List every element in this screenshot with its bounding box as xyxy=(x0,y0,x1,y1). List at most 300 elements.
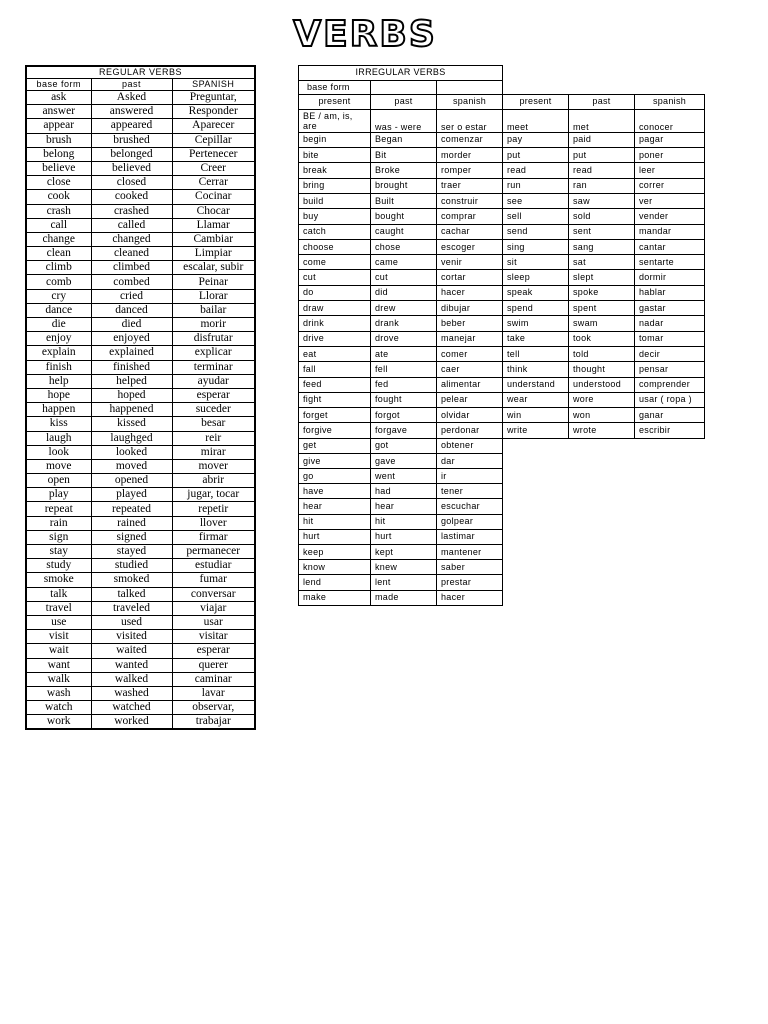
table-row xyxy=(299,109,705,132)
header-past: past xyxy=(91,79,172,91)
cell-past: hurt xyxy=(371,529,437,544)
cell-spanish: morder xyxy=(437,148,503,163)
cell-base-form: appear xyxy=(26,119,91,133)
cell-spanish: gastar xyxy=(635,301,705,316)
cell-present: read xyxy=(503,163,569,178)
cell-present: have xyxy=(299,484,371,499)
table-row xyxy=(26,644,255,658)
cell-past: walked xyxy=(91,672,172,686)
table-row xyxy=(26,261,255,275)
table-row xyxy=(26,147,255,161)
cell-spanish: Peinar xyxy=(172,275,255,289)
cell-present: choose xyxy=(299,239,371,254)
cell-past: drew xyxy=(371,301,437,316)
table-row xyxy=(299,316,705,331)
cell-present-line1: BE / am, is, xyxy=(303,110,353,121)
cell-past: drove xyxy=(371,331,437,346)
cell-spanish: romper xyxy=(437,163,503,178)
cell-past: repeated xyxy=(91,502,172,516)
cell-spanish: ser o estar xyxy=(437,109,503,132)
cell-spanish: ir xyxy=(437,469,503,484)
cell-past: opened xyxy=(91,474,172,488)
cell-spanish: prestar xyxy=(437,575,503,590)
cell-past: looked xyxy=(91,445,172,459)
cell-past: saw xyxy=(569,193,635,208)
table-row xyxy=(26,658,255,672)
cell-spanish: Cepillar xyxy=(172,133,255,147)
cell-past: told xyxy=(569,346,635,361)
cell-spanish: traer xyxy=(437,178,503,193)
cell-past: combed xyxy=(91,275,172,289)
cell-past: enjoyed xyxy=(91,332,172,346)
cell-spanish: observar, xyxy=(172,701,255,715)
cell-spanish: Cocinar xyxy=(172,190,255,204)
cell-spanish: hablar xyxy=(635,285,705,300)
cell-base-form: visit xyxy=(26,630,91,644)
cell-past: signed xyxy=(91,530,172,544)
cell-present: cut xyxy=(299,270,371,285)
cell-past: crashed xyxy=(91,204,172,218)
cell-spanish: usar ( ropa ) xyxy=(635,392,705,407)
table-row xyxy=(26,275,255,289)
cell-past: explained xyxy=(91,346,172,360)
table-row xyxy=(299,469,705,484)
table-row xyxy=(26,91,255,105)
cell-base-form: believe xyxy=(26,161,91,175)
cell-present: run xyxy=(503,178,569,193)
cell-past: called xyxy=(91,218,172,232)
cell-spanish: sentarte xyxy=(635,255,705,270)
cell-past: got xyxy=(371,438,437,453)
table-row xyxy=(26,218,255,232)
cell-base-form: comb xyxy=(26,275,91,289)
cell-spanish: venir xyxy=(437,255,503,270)
cell-past: closed xyxy=(91,176,172,190)
cell-spanish: golpear xyxy=(437,514,503,529)
cell-past: Asked xyxy=(91,91,172,105)
table-row xyxy=(299,255,705,270)
table-row xyxy=(299,392,705,407)
cell-present: bite xyxy=(299,148,371,163)
cell-present: speak xyxy=(503,285,569,300)
cell-spanish: escoger xyxy=(437,239,503,254)
cell-past: understood xyxy=(569,377,635,392)
table-row xyxy=(26,303,255,317)
table-row xyxy=(26,417,255,431)
cell-past: worked xyxy=(91,715,172,730)
cell-base-form: ask xyxy=(26,91,91,105)
cell-spanish: pensar xyxy=(635,362,705,377)
cell-spanish: comenzar xyxy=(437,132,503,147)
table-row xyxy=(26,190,255,204)
cell-present: write xyxy=(503,423,569,438)
cell-spanish: repetir xyxy=(172,502,255,516)
irregular-verbs-table xyxy=(298,65,705,606)
cell-base-form: cry xyxy=(26,289,91,303)
cell-past: forgave xyxy=(371,423,437,438)
cell-base-form: brush xyxy=(26,133,91,147)
cell-past: wore xyxy=(569,392,635,407)
cell-past: kept xyxy=(371,545,437,560)
cell-base-form: work xyxy=(26,715,91,730)
cell-present: swim xyxy=(503,316,569,331)
cell-spanish: visitar xyxy=(172,630,255,644)
table-row xyxy=(299,209,705,224)
table-row xyxy=(299,346,705,361)
table-row xyxy=(299,499,705,514)
cell-base-form: smoke xyxy=(26,573,91,587)
cell-base-form: walk xyxy=(26,672,91,686)
cell-past: took xyxy=(569,331,635,346)
cell-present: think xyxy=(503,362,569,377)
cell-present: see xyxy=(503,193,569,208)
cell-spanish: bailar xyxy=(172,303,255,317)
cell-present: take xyxy=(503,331,569,346)
cell-spanish: pagar xyxy=(635,132,705,147)
table-row xyxy=(299,331,705,346)
cell-present: feed xyxy=(299,377,371,392)
table-row xyxy=(299,148,705,163)
cell-past: Bit xyxy=(371,148,437,163)
cell-past: fed xyxy=(371,377,437,392)
cell-present: understand xyxy=(503,377,569,392)
cell-past: used xyxy=(91,615,172,629)
cell-past: moved xyxy=(91,459,172,473)
cell-past: belonged xyxy=(91,147,172,161)
cell-present: tell xyxy=(503,346,569,361)
cell-past: was - were xyxy=(371,109,437,132)
cell-present: put xyxy=(503,148,569,163)
cell-past: smoked xyxy=(91,573,172,587)
cell-spanish: leer xyxy=(635,163,705,178)
cell-past: spoke xyxy=(569,285,635,300)
cell-past: Built xyxy=(371,193,437,208)
cell-past: thought xyxy=(569,362,635,377)
table-row xyxy=(26,105,255,119)
cell-spanish: mandar xyxy=(635,224,705,239)
cell-spanish: cachar xyxy=(437,224,503,239)
header-spanish: SPANISH xyxy=(172,79,255,91)
cell-past: rained xyxy=(91,516,172,530)
cell-past: put xyxy=(569,148,635,163)
cell-past: came xyxy=(371,255,437,270)
cell-past: studied xyxy=(91,559,172,573)
cell-present: begin xyxy=(299,132,371,147)
cell-past: helped xyxy=(91,374,172,388)
cell-past: hoped xyxy=(91,388,172,402)
table-row xyxy=(26,289,255,303)
cell-spanish: disfrutar xyxy=(172,332,255,346)
cell-base-form: study xyxy=(26,559,91,573)
cell-present: hit xyxy=(299,514,371,529)
table-row xyxy=(26,133,255,147)
cell-spanish: conocer xyxy=(635,109,705,132)
cell-base-form: hope xyxy=(26,388,91,402)
cell-present: sit xyxy=(503,255,569,270)
cell-present: win xyxy=(503,408,569,423)
table-row xyxy=(26,445,255,459)
cell-base-form: explain xyxy=(26,346,91,360)
cell-present: hurt xyxy=(299,529,371,544)
cell-base-form: sign xyxy=(26,530,91,544)
cell-base-form: dance xyxy=(26,303,91,317)
cell-present: forget xyxy=(299,408,371,423)
cell-past: danced xyxy=(91,303,172,317)
table-row xyxy=(26,388,255,402)
cell-spanish: permanecer xyxy=(172,545,255,559)
cell-past: appeared xyxy=(91,119,172,133)
cell-spanish: terminar xyxy=(172,360,255,374)
cell-base-form: repeat xyxy=(26,502,91,516)
cell-past: hear xyxy=(371,499,437,514)
table-row xyxy=(26,232,255,246)
cell-past: Broke xyxy=(371,163,437,178)
table-row xyxy=(26,715,255,730)
cell-past: waited xyxy=(91,644,172,658)
table-row xyxy=(26,587,255,601)
table-row xyxy=(299,178,705,193)
cell-spanish: Limpiar xyxy=(172,247,255,261)
table-row xyxy=(26,431,255,445)
cell-base-form: look xyxy=(26,445,91,459)
cell-base-form: want xyxy=(26,658,91,672)
cell-base-form: clean xyxy=(26,247,91,261)
cell-base-form: use xyxy=(26,615,91,629)
cell-spanish: construir xyxy=(437,193,503,208)
cell-base-form: watch xyxy=(26,701,91,715)
cell-past: laughged xyxy=(91,431,172,445)
table-row xyxy=(26,545,255,559)
cell-present: fight xyxy=(299,392,371,407)
cell-spanish: comprar xyxy=(437,209,503,224)
cell-past: lent xyxy=(371,575,437,590)
cell-past: hit xyxy=(371,514,437,529)
cell-spanish: Responder xyxy=(172,105,255,119)
table-row xyxy=(26,459,255,473)
cell-present: sell xyxy=(503,209,569,224)
cell-present: spend xyxy=(503,301,569,316)
cell-past: caught xyxy=(371,224,437,239)
table-row xyxy=(299,132,705,147)
cell-base-form: open xyxy=(26,474,91,488)
header-past-2: past xyxy=(569,95,635,110)
cell-spanish: Llorar xyxy=(172,289,255,303)
table-row xyxy=(299,224,705,239)
cell-past: made xyxy=(371,590,437,605)
cell-spanish: suceder xyxy=(172,403,255,417)
table-row xyxy=(299,529,705,544)
table-row xyxy=(299,560,705,575)
cell-past: fell xyxy=(371,362,437,377)
cell-spanish: Aparecer xyxy=(172,119,255,133)
cell-base-form: help xyxy=(26,374,91,388)
cell-past: paid xyxy=(569,132,635,147)
cell-spanish: Creer xyxy=(172,161,255,175)
cell-past: Began xyxy=(371,132,437,147)
cell-spanish: mover xyxy=(172,459,255,473)
cell-spanish: fumar xyxy=(172,573,255,587)
cell-spanish: escalar, subir xyxy=(172,261,255,275)
cell-present: drive xyxy=(299,331,371,346)
cell-past: talked xyxy=(91,587,172,601)
cell-past: knew xyxy=(371,560,437,575)
cell-spanish: firmar xyxy=(172,530,255,544)
cell-spanish: tomar xyxy=(635,331,705,346)
cell-spanish: hacer xyxy=(437,285,503,300)
cell-past: sold xyxy=(569,209,635,224)
cell-present: give xyxy=(299,453,371,468)
cell-spanish: jugar, tocar xyxy=(172,488,255,502)
table-row xyxy=(26,701,255,715)
cell-present: forgive xyxy=(299,423,371,438)
table-row xyxy=(26,516,255,530)
cell-spanish: querer xyxy=(172,658,255,672)
table-row xyxy=(26,119,255,133)
cell-base-form: crash xyxy=(26,204,91,218)
cell-spanish: dibujar xyxy=(437,301,503,316)
cell-past: cut xyxy=(371,270,437,285)
table-row xyxy=(299,575,705,590)
cell-base-form: change xyxy=(26,232,91,246)
cell-spanish: hacer xyxy=(437,590,503,605)
cell-base-form: wash xyxy=(26,686,91,700)
table-row xyxy=(26,686,255,700)
table-row xyxy=(299,590,705,605)
cell-spanish: obtener xyxy=(437,438,503,453)
cell-present: keep xyxy=(299,545,371,560)
cell-present: wear xyxy=(503,392,569,407)
table-row xyxy=(26,615,255,629)
cell-base-form: travel xyxy=(26,601,91,615)
cell-past: won xyxy=(569,408,635,423)
table-row xyxy=(299,163,705,178)
cell-past: cleaned xyxy=(91,247,172,261)
cell-past: bought xyxy=(371,209,437,224)
cell-past: wanted xyxy=(91,658,172,672)
cell-spanish: decir xyxy=(635,346,705,361)
cell-present: catch xyxy=(299,224,371,239)
table-row xyxy=(299,239,705,254)
cell-base-form: rain xyxy=(26,516,91,530)
cell-base-form: die xyxy=(26,318,91,332)
table-row xyxy=(26,559,255,573)
cell-base-form: close xyxy=(26,176,91,190)
cell-past: answered xyxy=(91,105,172,119)
cell-past: slept xyxy=(569,270,635,285)
cell-spanish: ver xyxy=(635,193,705,208)
header-base-form: base form xyxy=(299,80,371,95)
cell-past: met xyxy=(569,109,635,132)
cell-past: cried xyxy=(91,289,172,303)
table-row xyxy=(299,484,705,499)
table-row xyxy=(26,346,255,360)
cell-present: meet xyxy=(503,109,569,132)
cell-spanish: nadar xyxy=(635,316,705,331)
cell-past: drank xyxy=(371,316,437,331)
cell-spanish: alimentar xyxy=(437,377,503,392)
table-row xyxy=(26,247,255,261)
table-row xyxy=(26,318,255,332)
cell-spanish: vender xyxy=(635,209,705,224)
cell-spanish: Llamar xyxy=(172,218,255,232)
cell-past: watched xyxy=(91,701,172,715)
table-row xyxy=(26,176,255,190)
cell-spanish: escribir xyxy=(635,423,705,438)
cell-spanish: pelear xyxy=(437,392,503,407)
header-base-form: base form xyxy=(26,79,91,91)
cell-past: chose xyxy=(371,239,437,254)
cell-present: drink xyxy=(299,316,371,331)
cell-present: do xyxy=(299,285,371,300)
cell-present: break xyxy=(299,163,371,178)
table-row xyxy=(26,332,255,346)
table-row xyxy=(299,423,705,438)
header-past: past xyxy=(371,95,437,110)
cell-present: come xyxy=(299,255,371,270)
cell-past: forgot xyxy=(371,408,437,423)
cell-past: died xyxy=(91,318,172,332)
cell-present: fall xyxy=(299,362,371,377)
cell-base-form: belong xyxy=(26,147,91,161)
table-row xyxy=(299,453,705,468)
cell-past: spent xyxy=(569,301,635,316)
table-row xyxy=(26,530,255,544)
cell-spanish: Preguntar, xyxy=(172,91,255,105)
cell-present: lend xyxy=(299,575,371,590)
cell-spanish: morir xyxy=(172,318,255,332)
cell-base-form: stay xyxy=(26,545,91,559)
cell-present: make xyxy=(299,590,371,605)
cell-base-form: happen xyxy=(26,403,91,417)
cell-past: gave xyxy=(371,453,437,468)
cell-past: brushed xyxy=(91,133,172,147)
cell-present: send xyxy=(503,224,569,239)
cell-present-line2: are xyxy=(303,120,317,131)
table-row xyxy=(299,545,705,560)
cell-past: wrote xyxy=(569,423,635,438)
table-row xyxy=(26,403,255,417)
cell-spanish: Chocar xyxy=(172,204,255,218)
cell-spanish: estudiar xyxy=(172,559,255,573)
cell-past: climbed xyxy=(91,261,172,275)
cell-spanish: cortar xyxy=(437,270,503,285)
cell-spanish: comer xyxy=(437,346,503,361)
cell-spanish: comprender xyxy=(635,377,705,392)
table-row xyxy=(26,502,255,516)
cell-base-form: cook xyxy=(26,190,91,204)
cell-base-form: call xyxy=(26,218,91,232)
header-present-2: present xyxy=(503,95,569,110)
regular-verbs-table xyxy=(25,65,256,730)
cell-past: ran xyxy=(569,178,635,193)
cell-spanish: besar xyxy=(172,417,255,431)
cell-past: finished xyxy=(91,360,172,374)
cell-past: cooked xyxy=(91,190,172,204)
cell-spanish: lastimar xyxy=(437,529,503,544)
cell-past: visited xyxy=(91,630,172,644)
cell-past: happened xyxy=(91,403,172,417)
table-row xyxy=(26,630,255,644)
table-row xyxy=(299,362,705,377)
cell-base-form: finish xyxy=(26,360,91,374)
cell-past: fought xyxy=(371,392,437,407)
cell-spanish: olvidar xyxy=(437,408,503,423)
cell-base-form: move xyxy=(26,459,91,473)
cell-past: ate xyxy=(371,346,437,361)
table-row xyxy=(299,270,705,285)
cell-spanish: ganar xyxy=(635,408,705,423)
cell-spanish: reir xyxy=(172,431,255,445)
